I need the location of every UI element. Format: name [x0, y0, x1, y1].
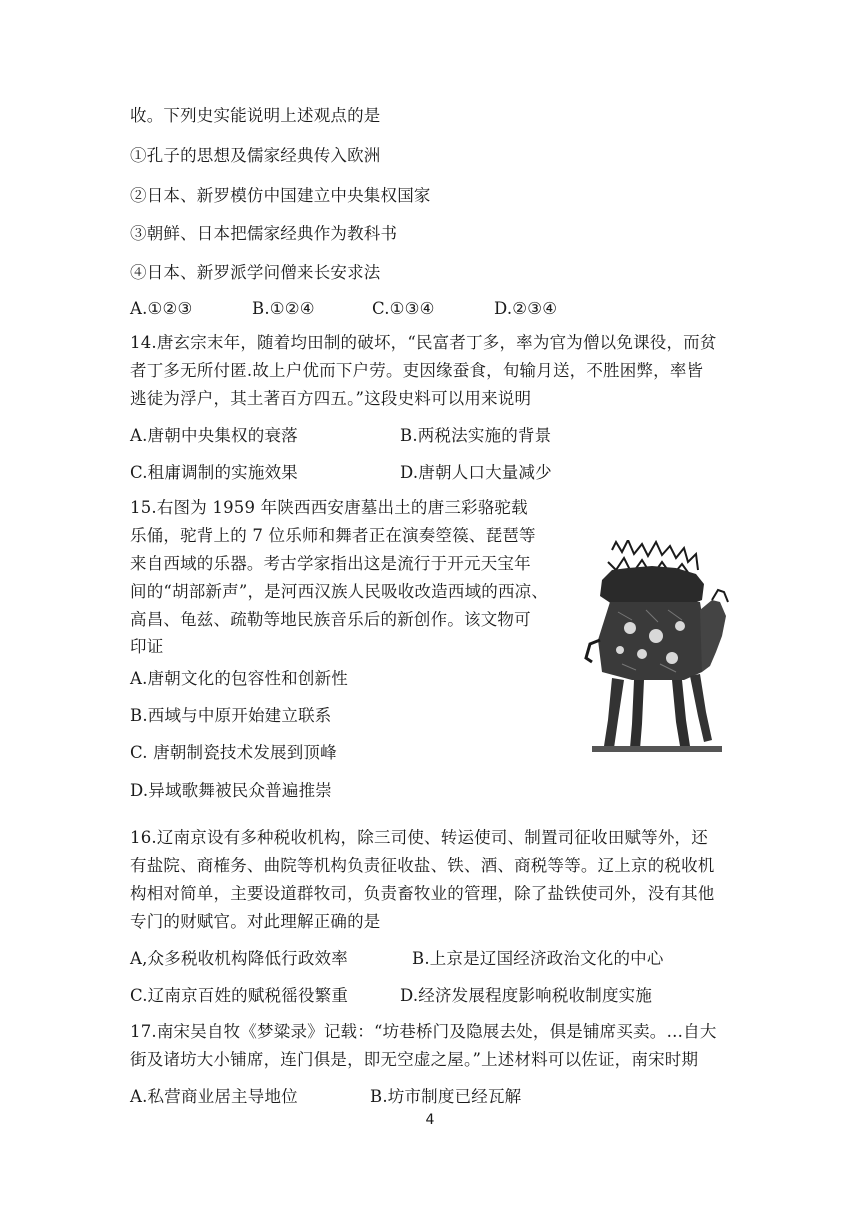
- q16-stem-line-1: 16.辽南京设有多种税收机构，除三司使、转运使司、制置司征收田赋等外，还: [130, 828, 708, 847]
- q17-option-a: A.私营商业居主导地位: [130, 1087, 298, 1106]
- q13-item-3: ③朝鲜、日本把儒家经典作为教科书: [130, 224, 398, 243]
- q15-stem-line-6: 印证: [130, 637, 164, 656]
- q15-stem-line-1: 15.右图为 1959 年陕西西安唐墓出土的唐三彩骆驼载: [130, 498, 528, 517]
- q17-stem-line-2: 街及诸坊大小铺席，连门俱是，即无空虚之屋。”上述材料可以佐证，南宋时期: [130, 1050, 699, 1069]
- q15-stem-line-2: 乐俑，驼背上的 7 位乐师和舞者正在演奏箜篌、琵琶等: [130, 526, 536, 545]
- q16-option-c: C.辽南京百姓的赋税徭役繁重: [130, 986, 349, 1005]
- q14-option-b: B.两税法实施的背景: [400, 426, 552, 445]
- q13-item-4: ④日本、新罗派学问僧来长安求法: [130, 263, 381, 282]
- q13-option-d: D.②③④: [494, 299, 558, 318]
- q17-stem-line-1: 17.南宋吴自牧《梦粱录》记载：“坊巷桥门及隐展去处，俱是铺席买卖。…自大: [130, 1022, 717, 1041]
- q15-stem-line-4: 间的“胡部新声”，是河西汉族人民吸收改造西域的西凉、: [130, 582, 549, 601]
- q16-stem-line-4: 专门的财赋官。对此理解正确的是: [130, 912, 381, 931]
- q16-stem-line-3: 构相对简单，主要设道群牧司，负责畜牧业的管理，除了盐铁使司外，没有其他: [130, 884, 715, 903]
- q15-option-d: D.异域歌舞被民众普遍推崇: [130, 781, 332, 800]
- q14-stem-line-1: 14.唐玄宗末年，随着均田制的破坏，“民富者丁多，率为官为僧以免课役，而贫: [130, 333, 717, 352]
- q13-option-c: C.①③④: [372, 299, 435, 318]
- q14-option-d: D.唐朝人口大量减少: [400, 463, 552, 482]
- q15-option-b: B.西域与中原开始建立联系: [130, 706, 332, 725]
- q13-item-1: ①孔子的思想及儒家经典传入欧洲: [130, 146, 381, 165]
- q14-stem-line-2: 者丁多无所付匿.故上户优而下户劳。吏因缘蚕食，旬输月送，不胜困弊，率皆: [130, 361, 704, 380]
- q17-option-b: B.坊市制度已经瓦解: [370, 1087, 522, 1106]
- q15-option-a: A.唐朝文化的包容性和创新性: [130, 669, 348, 688]
- q13-option-b: B.①②④: [252, 299, 315, 318]
- q13-item-2: ②日本、新罗模仿中国建立中央集权国家: [130, 186, 431, 205]
- question-13-stem-tail: 收。下列史实能说明上述观点的是: [130, 106, 381, 125]
- page-number: 4: [425, 1112, 435, 1128]
- q14-option-c: C.租庸调制的实施效果: [130, 463, 298, 482]
- q15-stem-line-5: 高昌、龟兹、疏勒等地民族音乐后的新创作。该文物可: [130, 610, 531, 629]
- q14-stem-line-3: 逃徒为浮户，其土著百方四五。”这段史料可以用来说明: [130, 389, 532, 408]
- q15-stem-line-3: 来自西域的乐器。考古学家指出这是流行于开元天宝年: [130, 554, 531, 573]
- tang-sancai-camel-figurine-image: [572, 540, 734, 762]
- q13-options: [130, 298, 557, 320]
- q14-option-a: A.唐朝中央集权的衰落: [130, 426, 298, 445]
- q15-option-c: C. 唐朝制瓷技术发展到顶峰: [130, 743, 337, 762]
- q16-stem-line-2: 有盐院、商榷务、曲院等机构负责征收盐、铁、酒、商税等等。辽上京的税收机: [130, 856, 715, 875]
- q16-option-d: D.经济发展程度影响税收制度实施: [400, 986, 653, 1005]
- q16-option-b: B.上京是辽国经济政治文化的中心: [412, 949, 664, 968]
- q16-option-a: A,众多税收机构降低行政效率: [130, 949, 348, 968]
- q13-option-a: A.①②③: [130, 299, 193, 318]
